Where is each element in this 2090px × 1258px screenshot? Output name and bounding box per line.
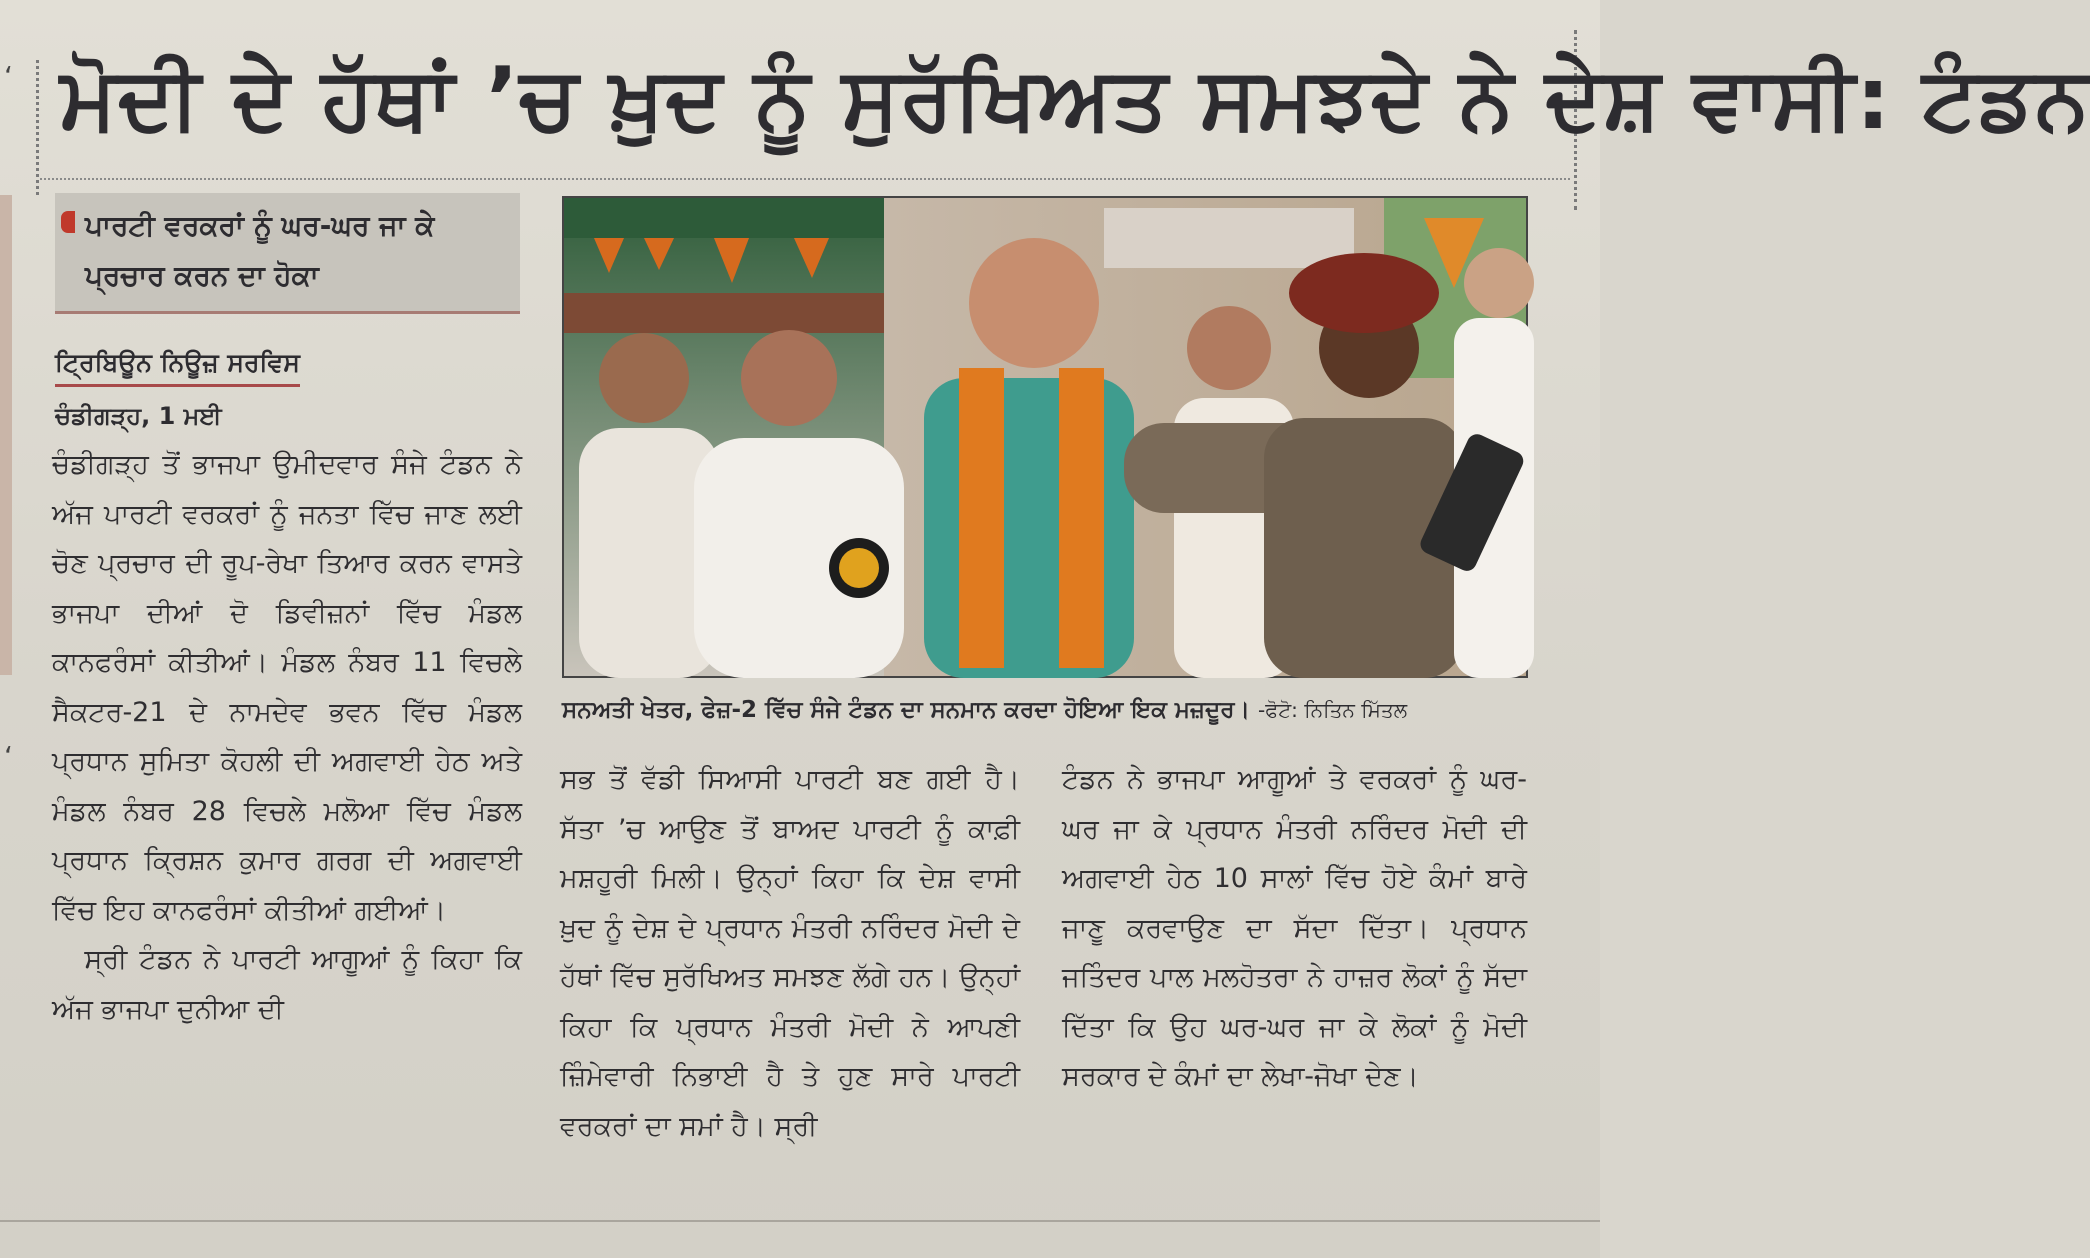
photo-illustration [564,198,1526,676]
paragraph: ਚੰਡੀਗੜ੍ਹ ਤੋਂ ਭਾਜਪਾ ਉਮੀਦਵਾਰ ਸੰਜੇ ਟੰਡਨ ਨੇ ਅੱਜ ਪਾਰਟੀ ਵਰਕਰਾਂ ਨੂੰ ਜਨਤਾ ਵਿੱਚ ਜਾਣ ਲਈ ਚੋਣ ਪ੍ਰਚਾਰ ਦੀ ਰੂਪ-ਰੇਖਾ ਤਿਆਰ ਕਰਨ ਵਾਸਤੇ ਭਾਜਪਾ ਦੀਆਂ ਦੋ ਡਿਵੀਜ਼ਨਾਂ ਵਿੱਚ ਮੰਡਲ ਕਾਨਫਰੰਸਾਂ ਕੀਤੀਆਂ। ਮੰਡਲ ਨੰਬਰ 11 ਵਿਚਲੇ ਸੈਕਟਰ-21 ਦੇ ਨਾਮਦੇਵ ਭਵਨ ਵਿੱਚ ਮੰਡਲ ਪ੍ਰਧਾਨ ਸੁਮਿਤਾ ਕੋਹਲੀ ਦੀ ਅਗਵਾਈ ਹੇਠ ਅਤੇ ਮੰਡਲ ਨੰਬਰ 28 ਵਿਚਲੇ ਮਲੋਆ ਵਿੱਚ ਮੰਡਲ ਪ੍ਰਧਾਨ ਕ੍ਰਿਸ਼ਨ ਕੁਮਾਰ ਗਰਗ ਦੀ ਅਗਵਾਈ ਵਿੱਚ ਇਹ ਕਾਨਫਰੰਸਾਂ ਕੀਤੀਆਂ ਗਈਆਂ। [52,449,522,926]
column-divider [36,60,39,195]
margin-mark: ‘ [4,60,13,93]
article-column-3 [1062,755,1527,1205]
paragraph: ਸਭ ਤੋਂ ਵੱਡੀ ਸਿਆਸੀ ਪਾਰਟੀ ਬਣ ਗਈ ਹੈ। ਸੱਤਾ ’ਚ ਆਉਣ ਤੋਂ ਬਾਅਦ ਪਾਰਟੀ ਨੂੰ ਕਾਫ਼ੀ ਮਸ਼ਹੂਰੀ ਮਿਲੀ। ਉਨ੍ਹਾਂ ਕਿਹਾ ਕਿ ਦੇਸ਼ ਵਾਸੀ ਖ਼ੁਦ ਨੂੰ ਦੇਸ਼ ਦੇ ਪ੍ਰਧਾਨ ਮੰਤਰੀ ਨਰਿੰਦਰ ਮੋਦੀ ਦੇ ਹੱਥਾਂ ਵਿੱਚ ਸੁਰੱਖਿਅਤ ਸਮਝਣ ਲੱਗੇ ਹਨ। ਉਨ੍ਹਾਂ ਕਿਹਾ ਕਿ ਪ੍ਰਧਾਨ ਮੰਤਰੀ ਮੋਦੀ ਨੇ ਆਪਣੀ ਜ਼ਿੰਮੇਵਾਰੀ ਨਿਭਾਈ ਹੈ ਤੇ ਹੁਣ ਸਾਰੇ ਪਾਰਟੀ ਵਰਕਰਾਂ ਦਾ ਸਮਾਂ ਹੈ। ਸ੍ਰੀ [560,764,1020,1142]
deck-text: ਪਾਰਟੀ ਵਰਕਰਾਂ ਨੂੰ ਘਰ-ਘਰ ਜਾ ਕੇ ਪ੍ਰਚਾਰ ਕਰਨ ਦਾ ਹੋਕਾ [85,209,435,292]
headline-rule [40,178,1570,180]
paragraph: ਸ੍ਰੀ ਟੰਡਨ ਨੇ ਪਾਰਟੀ ਆਗੂਆਂ ਨੂੰ ਕਿਹਾ ਕਿ ਅੱਜ ਭਾਜਪਾ ਦੁਨੀਆ ਦੀ [52,944,522,1025]
adjacent-article-edge [0,195,12,675]
paragraph: ਟੰਡਨ ਨੇ ਭਾਜਪਾ ਆਗੂਆਂ ਤੇ ਵਰਕਰਾਂ ਨੂੰ ਘਰ-ਘਰ ਜਾ ਕੇ ਪ੍ਰਧਾਨ ਮੰਤਰੀ ਨਰਿੰਦਰ ਮੋਦੀ ਦੀ ਅਗਵਾਈ ਹੇਠ 10 ਸਾਲਾਂ ਵਿੱਚ ਹੋਏ ਕੰਮਾਂ ਬਾਰੇ ਜਾਣੂ ਕਰਵਾਉਣ ਦਾ ਸੱਦਾ ਦਿੱਤਾ। ਪ੍ਰਧਾਨ ਜਤਿੰਦਰ ਪਾਲ ਮਲਹੋਤਰਾ ਨੇ ਹਾਜ਼ਰ ਲੋਕਾਂ ਨੂੰ ਸੱਦਾ ਦਿੱਤਾ ਕਿ ਉਹ ਘਰ-ਘਰ ਜਾ ਕੇ ਲੋਕਾਂ ਨੂੰ ਮੋਦੀ ਸਰਕਾਰ ਦੇ ਕੰਮਾਂ ਦਾ ਲੇਖਾ-ਜੋਖਾ ਦੇਣ। [1062,764,1527,1092]
byline: ਟ੍ਰਿਬਿਊਨ ਨਿਊਜ਼ ਸਰਵਿਸ [55,348,300,387]
dateline: ਚੰਡੀਗੜ੍ਹ, 1 ਮਈ [55,402,222,430]
deck-bullet-icon [61,211,75,233]
photo-credit: -ਫੋਟੋ: ਨਿਤਿਨ ਮਿੱਤਲ [1258,698,1408,722]
photo-caption [562,697,1524,723]
article-column-1 [52,440,522,1200]
caption-text: ਸਨਅਤੀ ਖੇਤਰ, ਫੇਜ਼-2 ਵਿੱਚ ਸੰਜੇ ਟੰਡਨ ਦਾ ਸਨਮਾਨ ਕਰਦਾ ਹੋਇਆ ਇਕ ਮਜ਼ਦੂਰ। [562,697,1251,723]
bottom-rule [0,1220,1600,1222]
headline: ਮੋਦੀ ਦੇ ਹੱਥਾਂ ’ਚ ਖ਼ੁਦ ਨੂੰ ਸੁਰੱਖਿਅਤ ਸਮਝਦੇ ਨੇ ਦੇਸ਼ ਵਾਸੀ: ਟੰਡਨ [60,49,2090,149]
deck-box [55,193,520,314]
article-column-2 [560,755,1020,1205]
margin-mark: ‘ [4,740,13,773]
news-photo [562,196,1528,678]
